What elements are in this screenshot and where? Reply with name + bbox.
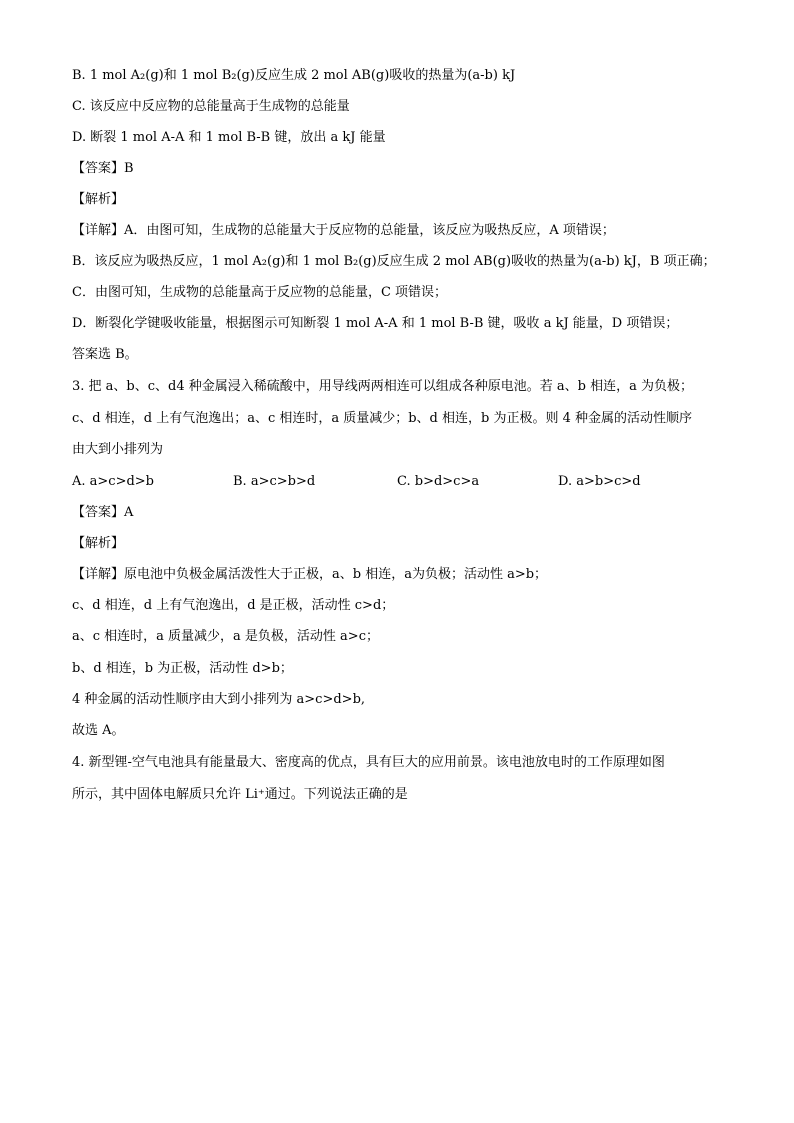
q3-option-a: A. a>c>d>b [72, 474, 155, 489]
q3-conclusion: 故选 A。 [72, 723, 125, 738]
q2-option-c: C. 该反应中反应物的总能量高于生成物的总能量 [72, 99, 350, 114]
q3-stem-line-1: 3. 把 a、b、c、d4 种金属浸入稀硫酸中，用导线两两相连可以组成各种原电池。若 a、b 相连，a 为负极； [72, 379, 693, 394]
q4-stem-line-1: 4. 新型锂-空气电池具有能量最大、密度高的优点，具有巨大的应用前景。该电池放电时的工作原理如图 [72, 755, 665, 770]
q2-answer: 【答案】B [72, 161, 134, 176]
q2-conclusion: 答案选 B。 [72, 347, 138, 362]
q2-detail-a: 【详解】A．由图可知，生成物的总能量大于反应物的总能量，该反应为吸热反应，A 项错误； [72, 223, 615, 238]
q3-detail-2: c、d 相连，d 上有气泡逸出，d 是正极，活动性 c>d； [72, 598, 395, 613]
q2-detail-d: D．断裂化学键吸收能量，根据图示可知断裂 1 mol A-A 和 1 mol B-B 键，吸收 a kJ 能量，D 项错误； [72, 316, 679, 331]
q3-stem-line-3: 由大到小排列为 [72, 442, 164, 457]
q3-detail-4: b、d 相连，b 为正极，活动性 d>b； [72, 661, 293, 676]
q2-detail-b: B．该反应为吸热反应，1 mol A₂(g)和 1 mol B₂(g)反应生成 2 mol AB(g)吸收的热量为(a-b) kJ，B 项正确； [72, 254, 716, 269]
q3-detail-5: 4 种金属的活动性顺序由大到小排列为 a>c>d>b, [72, 692, 366, 707]
q4-stem-line-2: 所示，其中固体电解质只允许 Li⁺通过。下列说法正确的是 [72, 787, 408, 802]
q2-analysis-heading: 【解析】 [72, 192, 125, 207]
q3-detail-3: a、c 相连时，a 质量减少，a 是负极，活动性 a>c； [72, 629, 379, 644]
q3-option-b: B. a>c>b>d [233, 474, 316, 489]
q3-detail-1: 【详解】原电池中负极金属活泼性大于正极，a、b 相连，a为负极；活动性 a>b； [72, 567, 548, 582]
q2-option-b: B. 1 mol A₂(g)和 1 mol B₂(g)反应生成 2 mol AB(g)吸收的热量为(a-b) kJ [72, 68, 516, 83]
q3-option-c: C. b>d>c>a [397, 474, 480, 489]
q3-stem-line-2: c、d 相连，d 上有气泡逸出；a、c 相连时，a 质量减少；b、d 相连，b 为正极。则 4 种金属的活动性顺序 [72, 411, 693, 426]
q3-analysis-heading: 【解析】 [72, 536, 125, 551]
q3-answer: 【答案】A [72, 505, 134, 520]
q2-option-d: D. 断裂 1 mol A-A 和 1 mol B-B 键，放出 a kJ 能量 [72, 130, 386, 145]
q2-detail-c: C．由图可知，生成物的总能量高于反应物的总能量，C 项错误； [72, 285, 448, 300]
q3-option-d: D. a>b>c>d [558, 474, 641, 489]
